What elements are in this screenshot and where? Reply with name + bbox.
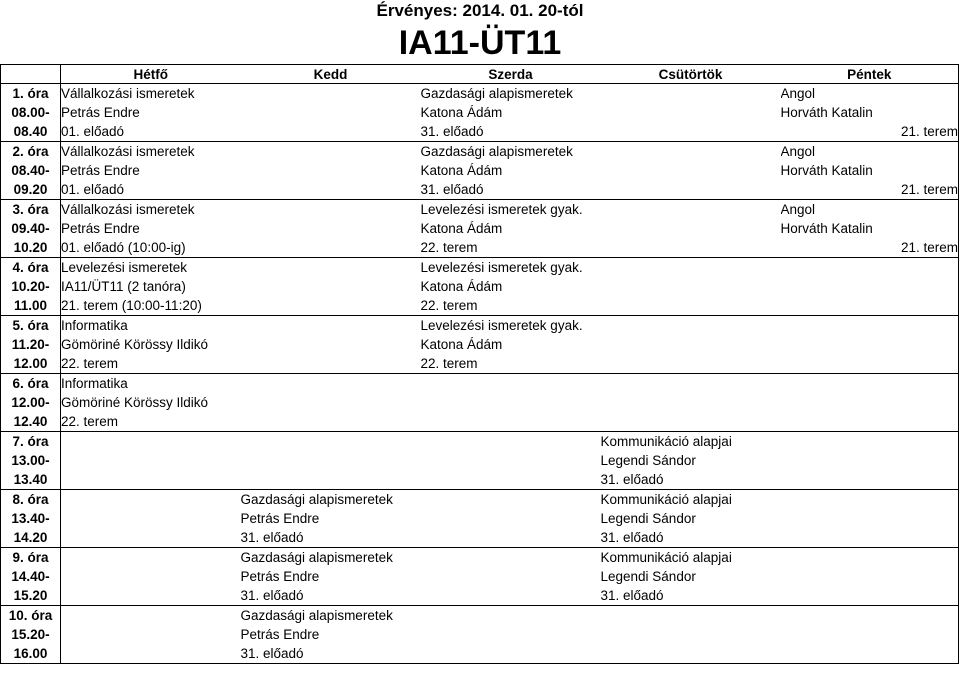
tuesday-room: 31. előadó [241,528,421,548]
period-label: 6. óra [1,374,61,394]
timetable [0,64,959,664]
tuesday-subject [241,142,421,162]
period-end-time: 13.40 [1,470,61,490]
thursday-room: 31. előadó [601,470,781,490]
tuesday-teacher [241,277,421,296]
wednesday-teacher [421,393,601,412]
period-label: 3. óra [1,200,61,220]
friday-room [781,412,959,432]
tuesday-room [241,296,421,316]
timetable-line [1,142,959,162]
friday-room [781,354,959,374]
friday-subject [781,258,959,278]
monday-teacher: Gömöriné Körössy Ildikó [61,337,209,352]
day-header-monday: Hétfő [61,65,241,84]
tuesday-teacher: Petrás Endre [240,511,320,526]
tuesday-room: 31. előadó [241,586,421,606]
tuesday-teacher [241,161,421,180]
period-start-time: 11.20- [1,335,61,354]
monday-teacher: Petrás Endre [61,105,140,120]
period-label: 8. óra [1,490,61,510]
wednesday-room [421,528,601,548]
thursday-room: 31. előadó [601,586,781,606]
timetable-line [1,432,959,452]
friday-teacher: Horváth Katalin [781,161,959,180]
monday-subject [61,548,241,568]
period-start-time: 13.40- [1,509,61,528]
period-label: 7. óra [1,432,61,452]
monday-teacher: Petrás Endre [61,163,140,178]
period-start-time: 12.00- [1,393,61,412]
wednesday-subject: Levelezési ismeretek gyak. [420,202,583,217]
period-end-time: 11.00 [1,296,61,316]
tuesday-subject: Gazdasági alapismeretek [240,492,393,507]
timetable-line [1,219,959,238]
class-title: IA11-ÜT11 [398,24,562,62]
thursday-teacher [601,161,781,180]
tuesday-subject: Gazdasági alapismeretek [240,550,393,565]
timetable-line [1,625,959,644]
friday-teacher [781,393,959,412]
friday-room: 21. terem [781,180,959,200]
timetable-line [1,277,959,296]
thursday-subject [601,84,781,104]
timetable-line [1,451,959,470]
period-start-time: 10.20- [1,277,61,296]
day-header-wednesday: Szerda [421,65,601,84]
period-label: 2. óra [1,142,61,162]
period-start-time: 15.20- [1,625,61,644]
tuesday-room [241,180,421,200]
wednesday-teacher [421,451,601,470]
tuesday-room [241,122,421,142]
monday-room: 21. terem (10:00-11:20) [61,296,241,316]
tuesday-subject: Gazdasági alapismeretek [240,608,393,623]
period-start-time: 14.40- [1,567,61,586]
day-header-row [1,65,959,84]
timetable-line [1,258,959,278]
period-start-time: 13.00- [1,451,61,470]
monday-subject: Informatika [61,318,128,333]
monday-subject [61,490,241,510]
friday-subject [781,432,959,452]
thursday-teacher [601,625,781,644]
monday-teacher: Gömöriné Körössy Ildikó [61,395,209,410]
tuesday-room [241,412,421,432]
wednesday-teacher [421,509,601,528]
wednesday-teacher: Katona Ádám [420,221,503,236]
wednesday-teacher: Katona Ádám [420,337,503,352]
thursday-subject [601,374,781,394]
period-end-time: 14.20 [1,528,61,548]
monday-subject [61,606,241,626]
tuesday-teacher: Petrás Endre [240,569,320,584]
timetable-line [1,509,959,528]
tuesday-subject [241,84,421,104]
timetable-line [1,122,959,142]
wednesday-teacher: Katona Ádám [420,279,503,294]
friday-teacher: Horváth Katalin [781,103,959,122]
timetable-line [1,374,959,394]
timetable-line [1,316,959,336]
tuesday-teacher [241,451,421,470]
thursday-room [601,238,781,258]
monday-teacher: Petrás Endre [61,221,140,236]
thursday-teacher: Legendi Sándor [600,569,696,584]
friday-room [781,470,959,490]
wednesday-teacher [421,567,601,586]
friday-teacher [781,277,959,296]
friday-subject: Angol [781,200,959,220]
period-end-time: 08.40 [1,122,61,142]
tuesday-subject [241,200,421,220]
timetable-line [1,200,959,220]
thursday-room: 31. előadó [601,528,781,548]
corner-cell [1,65,61,84]
wednesday-room: 31. előadó [421,122,601,142]
friday-subject: Angol [781,84,959,104]
friday-subject: Angol [781,142,959,162]
timetable-line [1,606,959,626]
monday-teacher [61,567,241,586]
thursday-teacher [601,335,781,354]
monday-subject: Vállalkozási ismeretek [61,144,195,159]
wednesday-subject [421,374,601,394]
period-label: 5. óra [1,316,61,336]
friday-subject [781,316,959,336]
wednesday-room [421,412,601,432]
thursday-subject [601,316,781,336]
validity-date: Érvényes: 2014. 01. 20-tól [376,1,584,20]
period-label: 10. óra [1,606,61,626]
day-header-thursday: Csütörtök [601,65,781,84]
period-label: 1. óra [1,84,61,104]
thursday-teacher [601,103,781,122]
thursday-teacher [601,219,781,238]
thursday-room [601,354,781,374]
friday-teacher [781,335,959,354]
tuesday-subject [241,258,421,278]
friday-teacher [781,567,959,586]
monday-teacher [61,451,241,470]
friday-subject [781,490,959,510]
monday-subject [61,432,241,452]
tuesday-subject [241,316,421,336]
period-end-time: 12.40 [1,412,61,432]
monday-subject: Levelezési ismeretek [61,260,188,275]
timetable-line [1,84,959,104]
monday-room: 01. előadó [61,122,241,142]
friday-teacher [781,451,959,470]
timetable-line [1,528,959,548]
day-header-friday: Péntek [781,65,959,84]
monday-subject: Informatika [61,376,128,391]
wednesday-room: 22. terem [421,354,601,374]
tuesday-room: 31. előadó [241,644,421,664]
monday-room: 01. előadó (10:00-ig) [61,238,241,258]
friday-room: 21. terem [781,122,959,142]
monday-subject: Vállalkozási ismeretek [61,86,195,101]
wednesday-subject [421,432,601,452]
friday-room [781,644,959,664]
friday-room [781,528,959,548]
period-end-time: 15.20 [1,586,61,606]
thursday-teacher [601,277,781,296]
timetable-line [1,180,959,200]
tuesday-subject [241,374,421,394]
wednesday-subject [421,606,601,626]
timetable-line [1,548,959,568]
thursday-room [601,412,781,432]
thursday-room [601,296,781,316]
monday-subject: Vállalkozási ismeretek [61,202,195,217]
timetable-line [1,586,959,606]
wednesday-room [421,644,601,664]
wednesday-teacher [421,625,601,644]
wednesday-subject [421,548,601,568]
wednesday-subject: Gazdasági alapismeretek [420,144,573,159]
monday-room: 22. terem [61,354,241,374]
thursday-room [601,180,781,200]
thursday-subject: Kommunikáció alapjai [600,492,732,507]
period-end-time: 09.20 [1,180,61,200]
timetable-line [1,393,959,412]
timetable-line [1,103,959,122]
monday-room [61,586,241,606]
thursday-teacher: Legendi Sándor [600,453,696,468]
tuesday-room [241,354,421,374]
wednesday-subject: Levelezési ismeretek gyak. [420,318,583,333]
monday-teacher [61,625,241,644]
friday-subject [781,374,959,394]
friday-room [781,586,959,606]
tuesday-teacher [241,103,421,122]
friday-teacher [781,509,959,528]
timetable-line [1,644,959,664]
thursday-subject: Kommunikáció alapjai [600,550,732,565]
monday-room: 22. terem [61,412,241,432]
period-end-time: 10.20 [1,238,61,258]
wednesday-room [421,586,601,606]
timetable-line [1,470,959,490]
wednesday-room: 22. terem [421,296,601,316]
tuesday-teacher [241,335,421,354]
timetable-line [1,412,959,432]
thursday-teacher [601,393,781,412]
monday-teacher [61,509,241,528]
timetable-line [1,335,959,354]
tuesday-subject [241,432,421,452]
tuesday-teacher [241,219,421,238]
period-end-time: 16.00 [1,644,61,664]
period-start-time: 08.40- [1,161,61,180]
monday-room [61,528,241,548]
monday-room [61,644,241,664]
timetable-line [1,296,959,316]
period-label: 4. óra [1,258,61,278]
wednesday-teacher: Katona Ádám [420,105,503,120]
monday-room [61,470,241,490]
friday-room [781,296,959,316]
timetable-line [1,238,959,258]
thursday-subject [601,606,781,626]
wednesday-room [421,470,601,490]
timetable-line [1,567,959,586]
timetable-line [1,354,959,374]
friday-room: 21. terem [781,238,959,258]
wednesday-room: 31. előadó [421,180,601,200]
monday-teacher: IA11/ÜT11 (2 tanóra) [61,279,186,294]
friday-teacher [781,625,959,644]
thursday-subject [601,142,781,162]
tuesday-room [241,470,421,490]
thursday-room [601,122,781,142]
thursday-subject [601,200,781,220]
wednesday-subject [421,490,601,510]
thursday-teacher: Legendi Sándor [600,511,696,526]
friday-subject [781,548,959,568]
wednesday-teacher: Katona Ádám [420,163,503,178]
timetable-line [1,490,959,510]
day-header-tuesday: Kedd [241,65,421,84]
thursday-room [601,644,781,664]
thursday-subject [601,258,781,278]
tuesday-teacher: Petrás Endre [240,627,320,642]
friday-subject [781,606,959,626]
period-end-time: 12.00 [1,354,61,374]
wednesday-subject: Gazdasági alapismeretek [420,86,573,101]
wednesday-room: 22. terem [421,238,601,258]
thursday-subject: Kommunikáció alapjai [600,434,732,449]
tuesday-room [241,238,421,258]
period-start-time: 09.40- [1,219,61,238]
monday-room: 01. előadó [61,180,241,200]
period-label: 9. óra [1,548,61,568]
timetable-line [1,161,959,180]
wednesday-subject: Levelezési ismeretek gyak. [420,260,583,275]
friday-teacher: Horváth Katalin [781,219,959,238]
period-start-time: 08.00- [1,103,61,122]
tuesday-teacher [241,393,421,412]
